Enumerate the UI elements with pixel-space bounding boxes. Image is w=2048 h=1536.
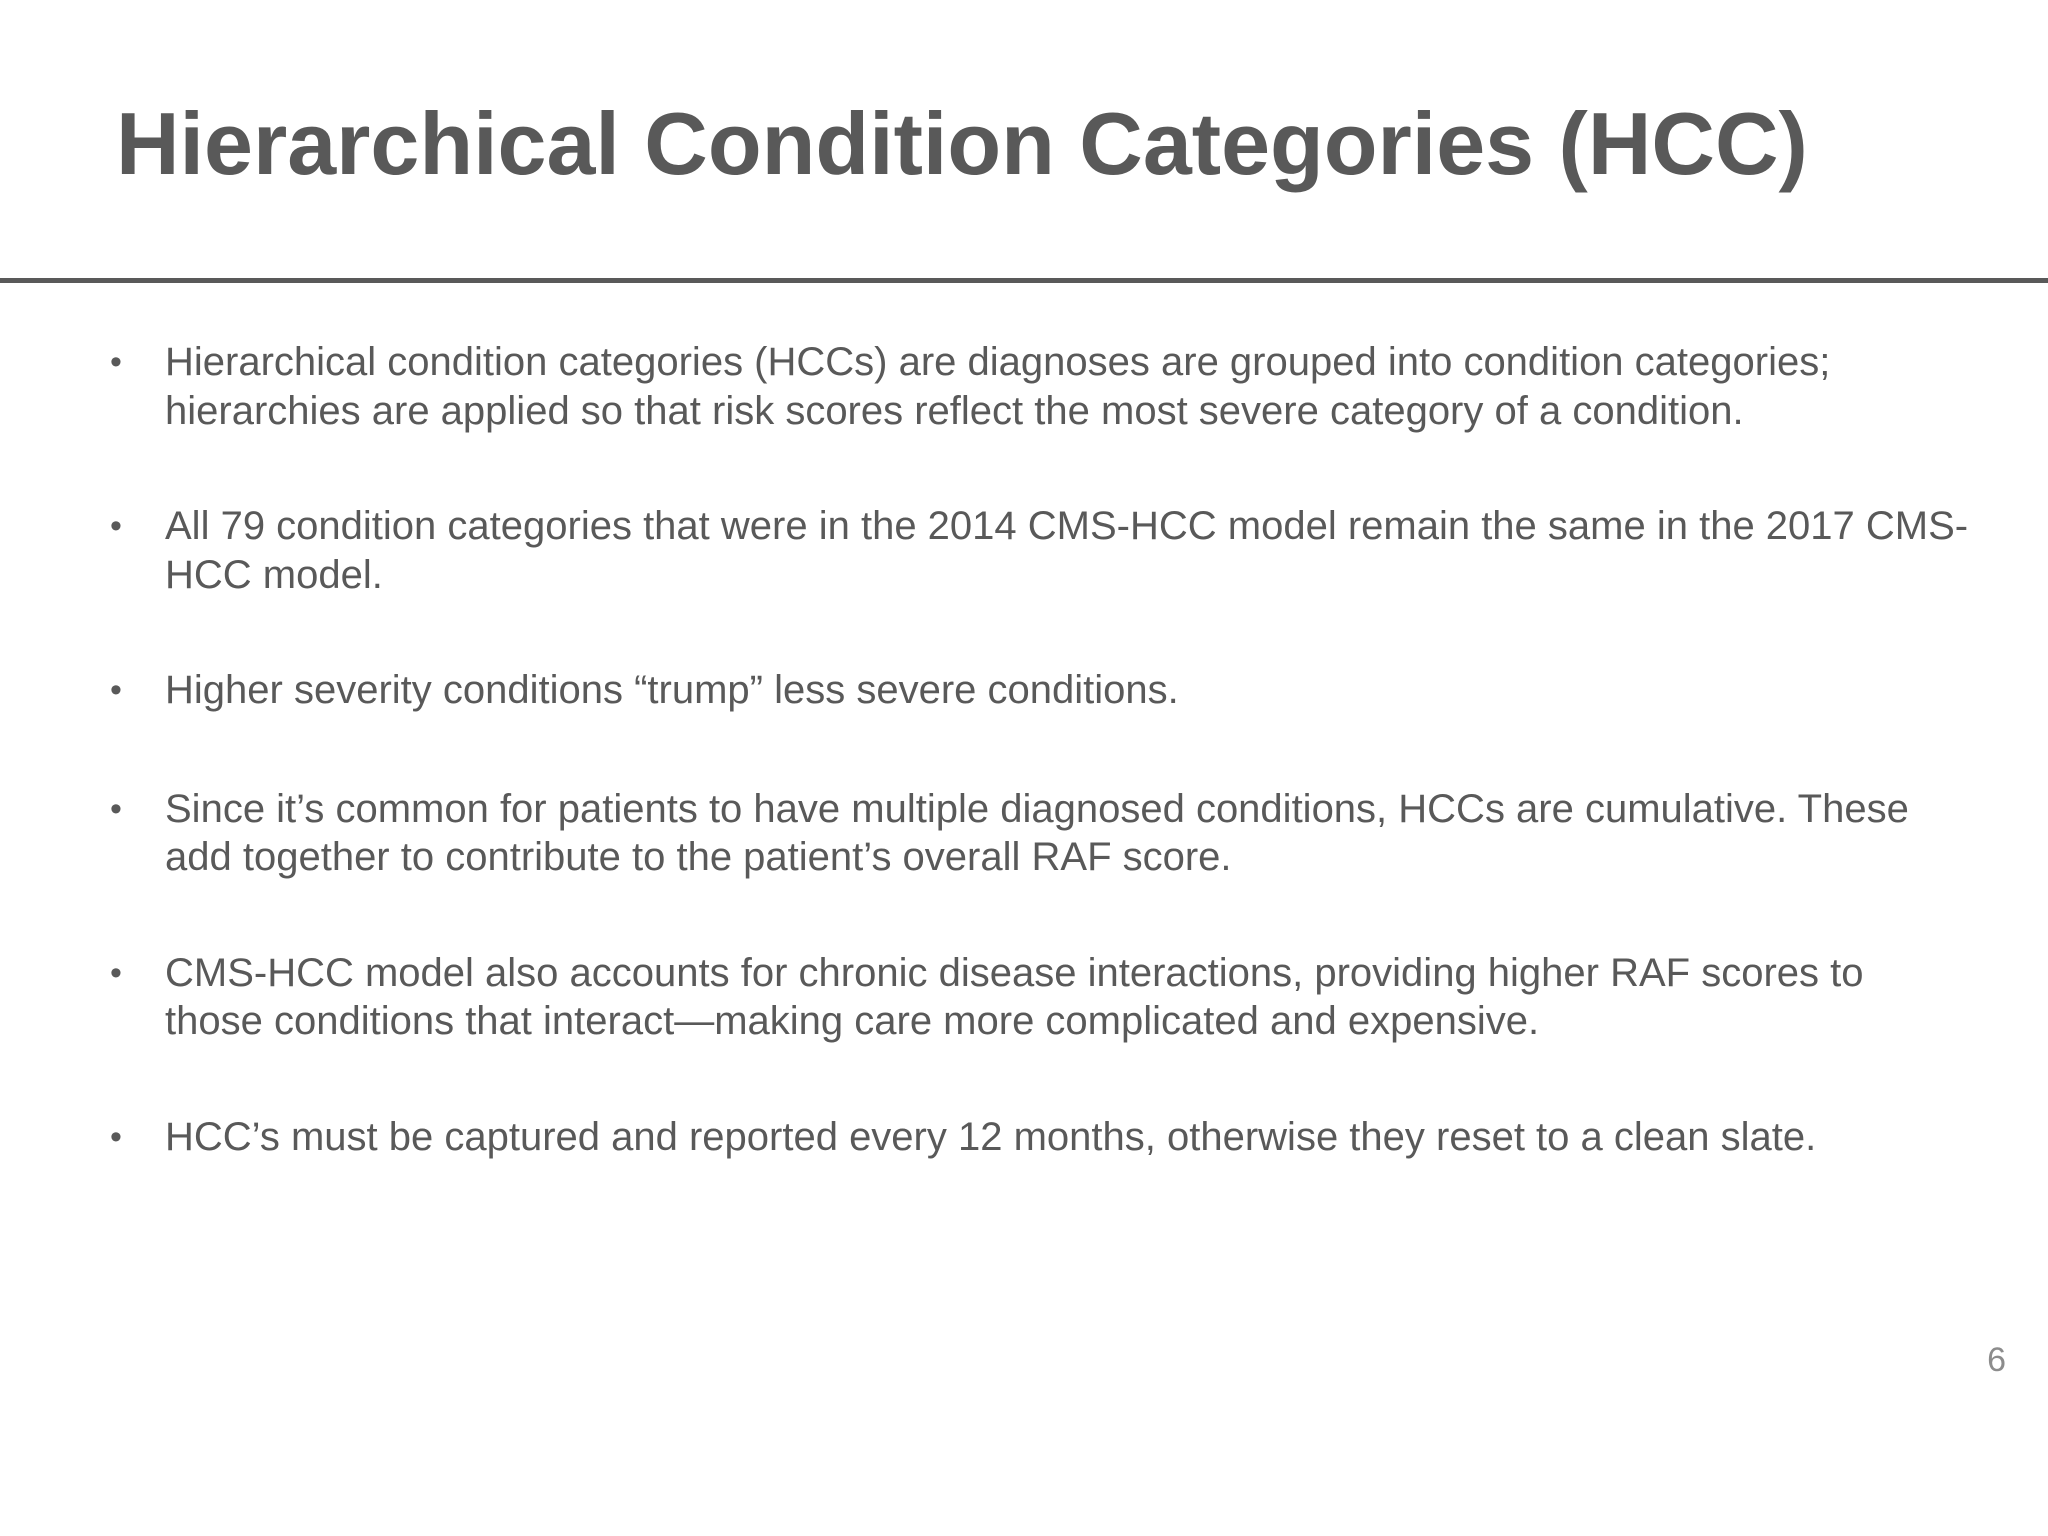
bullet-text: Hierarchical condition categories (HCCs) are diagnoses are grouped into condition categories; hierarchies are applied so that risk scores reflect the most severe category of a condition. [165,340,1831,433]
bullet-item [110,1113,1970,1162]
bullet-text: HCC’s must be captured and reported every 12 months, otherwise they reset to a clean slate. [165,1114,1817,1159]
bullet-text: All 79 condition categories that were in the 2014 CMS-HCC model remain the same in the 2017 CMS-HCC model. [165,504,1969,597]
bullet-dot-icon: • [110,1117,122,1156]
bullet-text: Since it’s common for patients to have multiple diagnosed conditions, HCCs are cumulative. These add together to contribute to the patient’s overall RAF score. [165,786,1909,879]
bullet-dot-icon: • [110,343,122,381]
bullet-item [110,338,1970,435]
bullet-list [110,338,1970,1161]
page-number: 6 [1987,1341,2006,1379]
bullet-dot-icon: • [110,671,122,709]
bullet-item [110,785,1970,882]
bullet-text: CMS-HCC model also accounts for chronic disease interactions, providing higher RAF scores to those conditions that interact—making care more complicated and expensive. [165,950,1864,1043]
bullet-dot-icon: • [110,953,122,992]
slide-title: Hierarchical Condition Categories (HCC) [116,94,1808,193]
bullet-dot-icon: • [110,789,122,828]
bullet-item [110,666,1970,715]
bullet-item [110,949,1970,1046]
title-divider [0,278,2048,283]
bullet-dot-icon: • [110,507,122,545]
bullet-item [110,502,1970,599]
bullet-text: Higher severity conditions “trump” less severe conditions. [165,668,1179,712]
